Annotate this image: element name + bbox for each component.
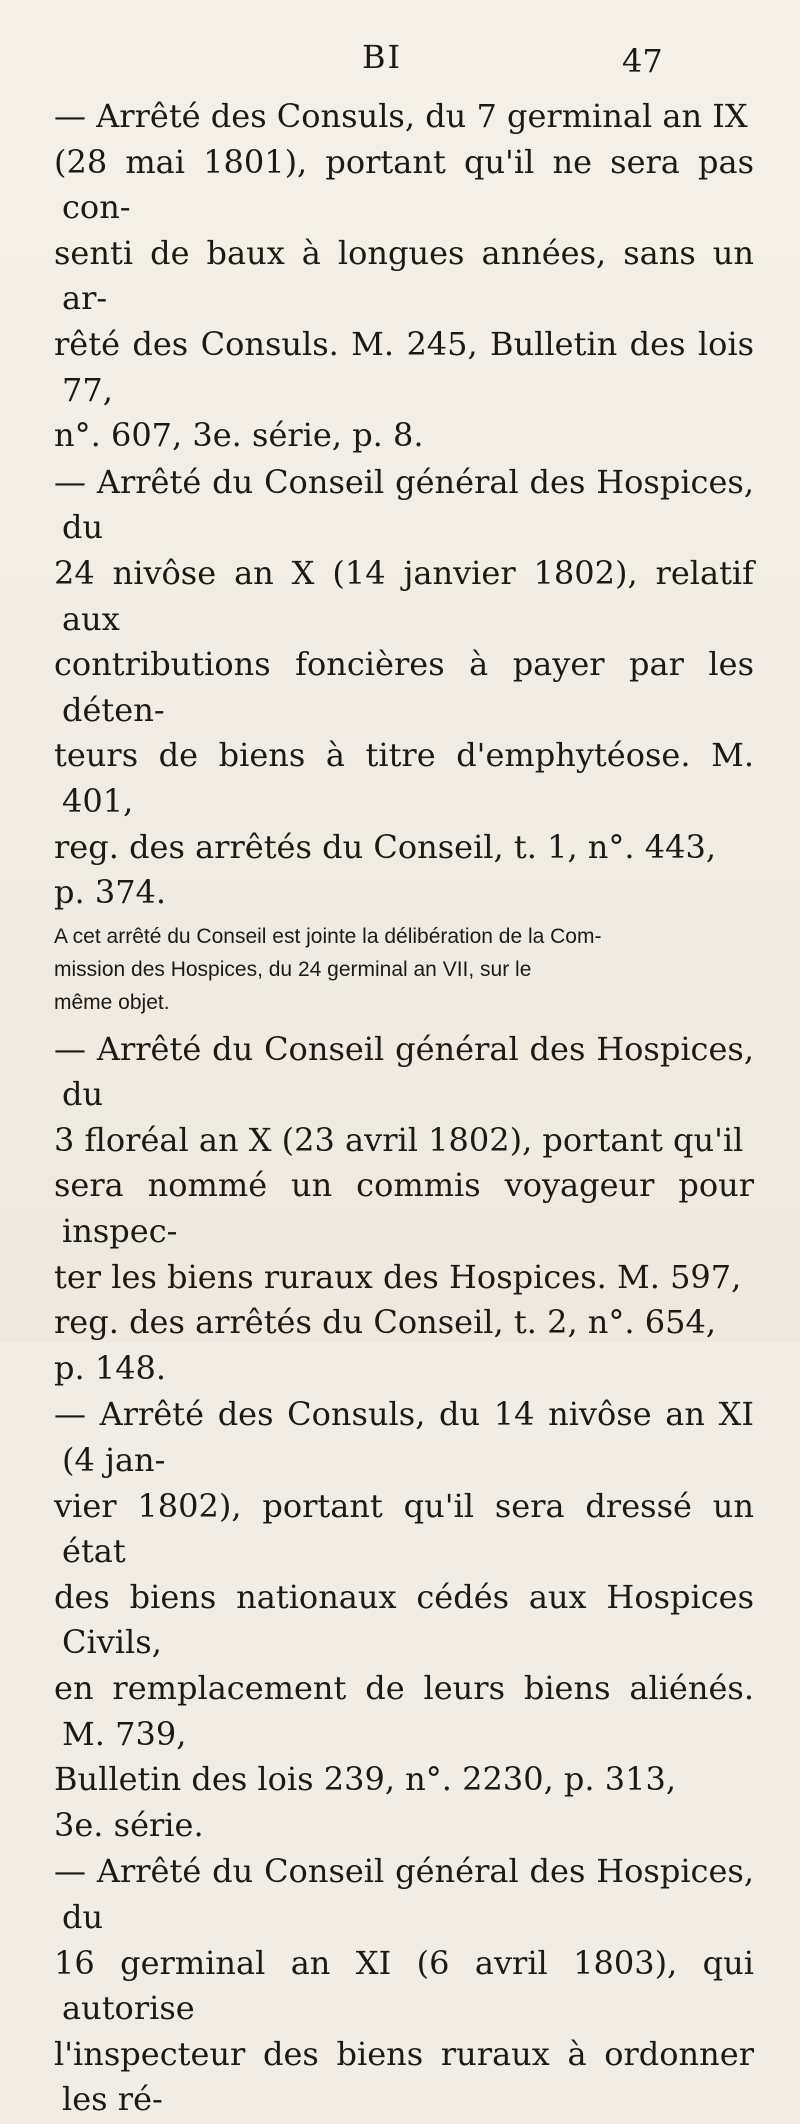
text-line: n°. 607, 3e. série, p. 8.: [54, 416, 424, 455]
text-line: 16 germinal an XI (6 avril 1803), qui autorise: [54, 1943, 754, 2028]
running-head: BI: [362, 38, 403, 76]
text-line: p. 374.: [54, 873, 167, 912]
text-line: vier 1802), portant qu'il sera dressé un état: [54, 1486, 754, 1571]
text-line: des biens nationaux cédés aux Hospices Civils,: [54, 1577, 754, 1662]
text-line: en remplacement de leurs biens aliénés. M. 739,: [54, 1669, 754, 1753]
text-line: senti de baux à longues années, sans un ar-: [54, 233, 754, 318]
text-line: l'inspecteur des biens ruraux à ordonner les ré-: [54, 2034, 754, 2119]
text-line: sera nommé un commis voyageur pour inspec-: [54, 1166, 754, 1251]
text-line: contributions foncières à payer par les déten-: [54, 645, 754, 729]
text-line: 3 floréal an X (23 avril 1802), portant qu'il: [54, 1120, 744, 1159]
entry-arrete-consuls-nivose-an-xi: [54, 1392, 754, 1848]
entry-arrete-conseil-germinal-an-xi: [54, 1849, 754, 2123]
note-line: mission des Hospices, du 24 germinal an VII, sur le: [54, 957, 532, 981]
page-header: [0, 38, 800, 82]
text-line: — Arrêté du Conseil général des Hospices, du: [54, 1852, 754, 1936]
text-line: — Arrêté des Consuls, du 14 nivôse an XI (4 jan-: [54, 1395, 754, 1480]
entry-arrete-consuls-germinal-an-ix: [54, 94, 754, 459]
text-line: 24 nivôse an X (14 janvier 1802), relatif aux: [54, 553, 754, 638]
text-line: (28 mai 1801), portant qu'il ne sera pas con-: [54, 142, 754, 227]
page-body: [54, 94, 754, 2124]
page-number: 47: [622, 42, 663, 80]
text-line: — Arrêté des Consuls, du 7 germinal an IX: [54, 97, 748, 135]
text-line: — Arrêté du Conseil général des Hospices, du: [54, 462, 754, 547]
text-line: rêté des Consuls. M. 245, Bulletin des lois 77,: [54, 324, 754, 409]
text-line: Bulletin des lois 239, n°. 2230, p. 313,: [54, 1760, 676, 1799]
text-line: 3e. série.: [54, 1805, 204, 1844]
footnote-deliberation: [54, 920, 754, 1019]
text-line: reg. des arrêtés du Conseil, t. 2, n°. 654,: [54, 1303, 716, 1342]
entry-arrete-conseil-nivose-an-x: [54, 460, 754, 916]
note-line: même objet.: [54, 990, 170, 1014]
entry-arrete-conseil-floreal-an-x: [54, 1027, 754, 1392]
text-line: ter les biens ruraux des Hospices. M. 597,: [54, 1257, 742, 1296]
text-line: teurs de biens à titre d'emphytéose. M. 401,: [54, 736, 754, 820]
text-line: p. 148.: [54, 1348, 167, 1387]
note-line: A cet arrêté du Conseil est jointe la délibération de la Com-: [54, 924, 602, 948]
text-line: reg. des arrêtés du Conseil, t. 1, n°. 443,: [54, 827, 716, 866]
text-line: — Arrêté du Conseil général des Hospices, du: [54, 1029, 754, 1114]
